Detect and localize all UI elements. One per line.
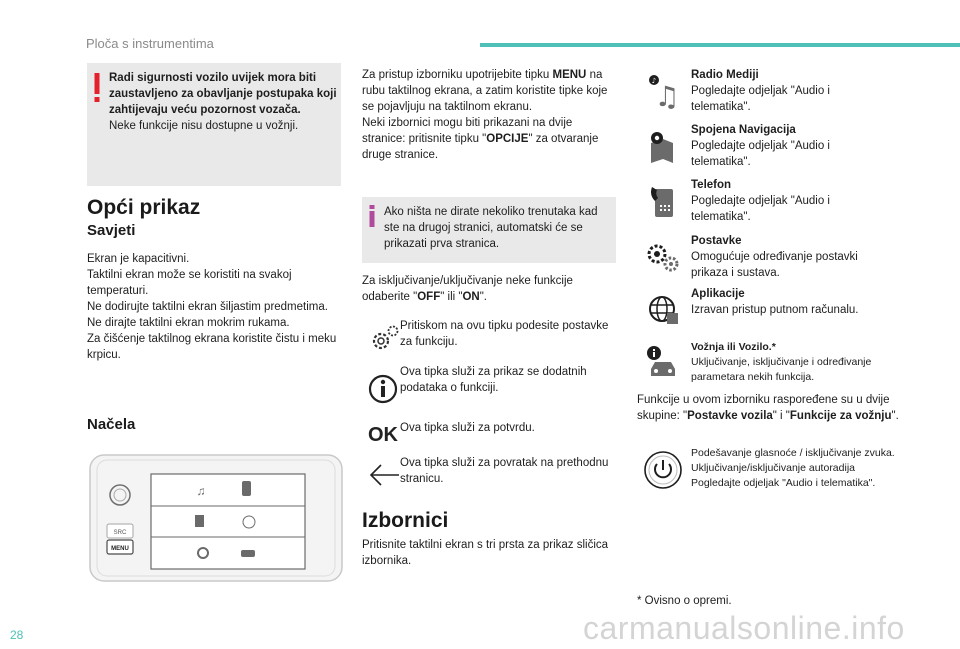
heading-general-view: Opći prikaz <box>87 196 201 219</box>
groups-text-mid: " i " <box>772 410 790 422</box>
settings-gear-icon <box>366 321 404 355</box>
tip-line: Ekran je kapacitivni. <box>87 253 190 265</box>
menu-navigation <box>691 122 891 170</box>
svg-text:♫: ♫ <box>654 80 680 109</box>
menu-title: Radio Mediji <box>691 69 759 81</box>
page-header-title: Ploča s instrumentima <box>86 36 214 51</box>
ok-icon: OK <box>368 424 398 446</box>
tips-text <box>87 251 345 363</box>
device-screen <box>151 474 305 569</box>
watermark-text: carmanualsonline.info <box>583 610 905 646</box>
power-line-2: Uključivanje/isključivanje autoradija <box>691 462 855 474</box>
toggle-text-b: ". <box>479 291 487 303</box>
power-volume-icon <box>643 450 683 490</box>
key-settings-text: Pritiskom na ovu tipku podesite postavke za funkciju. <box>400 320 609 348</box>
warning-bold-text: Radi sigurnosti vozilo uvijek mora biti zaustavljeno za obavljanje postupaka koji zahtijevaju veću pozornost vozača. <box>109 72 337 116</box>
menu-phone <box>691 177 891 225</box>
mini-car-icon <box>241 550 255 557</box>
toggle-text-a: Za isključivanje/uključivanje neke funkcije odaberite " <box>362 275 573 303</box>
groups-text-c: ". <box>891 410 899 422</box>
info-text: Ako ništa ne dirate nekoliko trenutaka kad ste na drugoj stranici, automatski će se prikazati prva stranica. <box>384 206 598 250</box>
menu-title: Postavke <box>691 235 742 247</box>
toggle-on-label: ON <box>462 291 480 303</box>
subheading-principles: Načela <box>87 416 136 433</box>
heading-menus: Izbornici <box>362 509 449 532</box>
settings-icon <box>645 240 683 274</box>
power-volume-text <box>691 446 901 491</box>
menu-desc: Pogledajte odjeljak "Audio i telematika". <box>691 85 830 113</box>
header-rule <box>480 43 960 47</box>
menu-title: Spojena Navigacija <box>691 124 796 136</box>
mini-phone-icon <box>242 481 251 496</box>
tip-line: Ne dirajte taktilni ekran mokrim rukama. <box>87 317 290 329</box>
tip-line: Taktilni ekran može se koristiti na svakoj temperaturi. <box>87 269 292 297</box>
menu-title: Aplikacije <box>691 288 745 300</box>
info-i-icon <box>369 205 375 227</box>
mini-music-icon: ♫ <box>196 484 206 498</box>
menu-desc: Pogledajte odjeljak "Audio i telematika". <box>691 140 830 168</box>
tip-line: Ne dodirujte taktilni ekran šiljastim predmetima. <box>87 301 328 313</box>
intro-text-b: na rubu taktilnog ekrana, a zatim koristite tipke koje se pojavljuju na taktilnom ekranu. <box>362 69 608 113</box>
menu-desc: Omogućuje određivanje postavki prikaza i sustava. <box>691 251 858 279</box>
warning-exclamation-icon <box>94 73 100 103</box>
menu-intro-text <box>362 67 618 163</box>
vehicle-info-icon <box>645 345 683 379</box>
footnote: * Ovisno o opremi. <box>637 595 732 607</box>
intro-menu-key: MENU <box>552 69 587 81</box>
info-circle-icon <box>366 372 404 406</box>
subheading-tips: Savjeti <box>87 222 136 239</box>
back-arrow-icon <box>366 458 404 492</box>
menus-text: Pritisnite taktilni ekran s tri prsta za prikaz sličica izbornika. <box>362 539 609 567</box>
src-button-label: SRC <box>113 530 127 536</box>
menu-driving-vehicle <box>691 340 901 385</box>
key-ok-text: Ova tipka služi za potvrdu. <box>400 422 535 434</box>
menu-radio-media <box>691 67 891 115</box>
music-note-icon <box>645 75 683 109</box>
page-number: 28 <box>10 628 24 642</box>
intro2-text-a: Neki izbornici mogu biti prikazani na dvije stranice: pritisnite tipku " <box>362 117 573 145</box>
menu-groups-text <box>637 392 899 424</box>
key-info-text: Ova tipka služi za prikaz se dodatnih podataka o funkciji. <box>400 366 587 394</box>
apps-globe-icon <box>645 293 683 327</box>
menu-settings <box>691 233 891 281</box>
svg-text:♪: ♪ <box>651 77 657 85</box>
toggle-off-label: OFF <box>417 291 441 303</box>
warning-plain-text: Neke funkcije nisu dostupne u vožnji. <box>109 120 299 132</box>
toggle-text <box>362 273 618 305</box>
power-line-3: Pogledajte odjeljak "Audio i telematika". <box>691 477 876 489</box>
warning-text <box>109 70 337 134</box>
menu-desc: Uključivanje, isključivanje i određivanje parametara nekih funkcija. <box>691 356 872 383</box>
toggle-text-mid: " ili " <box>440 291 463 303</box>
menu-applications <box>691 286 891 318</box>
menu-title: Telefon <box>691 179 732 191</box>
tip-line: Za čišćenje taktilnog ekrana koristite čistu i meku krpicu. <box>87 333 337 361</box>
menu-title: Vožnja ili Vozilo.* <box>691 341 776 353</box>
groups-driving-functions: Funkcije za vožnju <box>789 410 892 422</box>
power-line-1: Podešavanje glasnoće / isključivanje zvuka. <box>691 447 895 459</box>
intro-text-a: Za pristup izborniku upotrijebite tipku <box>362 69 553 81</box>
intro2-text-b: " za otvaranje druge stranice. <box>362 133 599 161</box>
mini-nav-icon <box>195 515 204 527</box>
groups-vehicle-settings: Postavke vozila <box>687 410 773 422</box>
groups-text-a: Funkcije u ovom izborniku raspoređene su u dvije skupine: " <box>637 394 890 422</box>
navigation-map-icon <box>645 129 683 163</box>
key-back-text: Ova tipka služi za povratak na prethodnu stranicu. <box>400 457 609 485</box>
menu-desc: Izravan pristup putnom računalu. <box>691 304 859 316</box>
menu-button-label: MENU <box>111 546 129 552</box>
touchscreen-device-illustration <box>89 454 343 582</box>
intro2-options-key: OPCIJE <box>486 133 529 145</box>
phone-icon <box>645 185 683 219</box>
menu-desc: Pogledajte odjeljak "Audio i telematika". <box>691 195 830 223</box>
